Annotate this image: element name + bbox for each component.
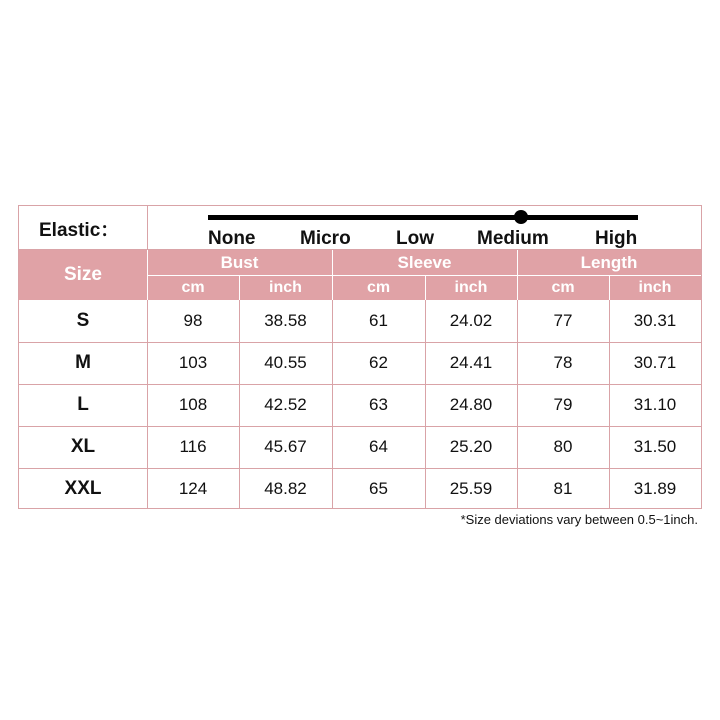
size-cell: M — [75, 352, 91, 373]
size-cell: XL — [70, 436, 96, 457]
elastic-option-high: High — [595, 228, 638, 249]
header-unit: inch — [239, 275, 332, 300]
size-cell: S — [76, 310, 90, 331]
value-cell: 40.55 — [264, 353, 307, 372]
value-cell: 38.58 — [264, 311, 307, 330]
header-unit: inch — [425, 275, 517, 300]
grid-line — [517, 300, 518, 508]
value-cell: 48.82 — [264, 479, 307, 498]
value-cell: 31.50 — [633, 437, 677, 456]
header-divider — [239, 275, 240, 300]
value-cell: 42.52 — [264, 395, 307, 414]
header-divider — [425, 275, 426, 300]
header-unit: cm — [517, 275, 609, 300]
header-bust: Bust — [147, 250, 332, 275]
size-chart — [18, 205, 702, 509]
value-cell: 45.67 — [264, 437, 307, 456]
grid-line — [609, 300, 610, 508]
grid-line — [332, 300, 333, 508]
elastic-scale — [147, 206, 702, 250]
value-cell: 103 — [178, 353, 208, 372]
size-deviation-note: *Size deviations vary between 0.5~1inch. — [460, 512, 698, 527]
value-cell: 24.02 — [449, 311, 493, 330]
elastic-scale-knob — [514, 210, 528, 224]
header-unit: inch — [609, 275, 701, 300]
grid-line — [19, 384, 701, 385]
elastic-option-medium: Medium — [477, 228, 549, 249]
header-divider — [147, 275, 701, 276]
value-cell: 31.10 — [633, 395, 677, 414]
elastic-option-none: None — [208, 228, 256, 249]
value-cell: 116 — [179, 437, 207, 456]
value-cell: 63 — [369, 395, 388, 414]
grid-line — [19, 468, 701, 469]
value-cell: 30.31 — [633, 311, 677, 330]
value-cell: 30.71 — [633, 353, 677, 372]
value-cell: 65 — [369, 479, 388, 498]
size-cell: XXL — [64, 478, 102, 499]
value-cell: 25.20 — [449, 437, 493, 456]
value-cell: 31.89 — [633, 479, 677, 498]
grid-line — [19, 249, 701, 250]
header-size: Size — [19, 250, 147, 300]
value-cell: 64 — [369, 437, 388, 456]
value-cell: 61 — [369, 311, 388, 330]
elastic-option-low: Low — [396, 228, 434, 249]
value-cell: 124 — [178, 479, 208, 498]
value-cell: 77 — [553, 311, 573, 330]
grid-line — [425, 300, 426, 508]
value-cell: 24.41 — [449, 353, 493, 372]
size-cell: L — [77, 394, 89, 415]
value-cell: 78 — [553, 353, 573, 372]
elastic-label: Elastic： — [39, 219, 120, 241]
grid-line — [147, 300, 148, 508]
value-cell: 25.59 — [449, 479, 493, 498]
elastic-option-micro: Micro — [300, 228, 351, 249]
value-cell: 81 — [553, 479, 573, 498]
value-cell: 98 — [183, 311, 203, 330]
value-cell: 62 — [369, 353, 388, 372]
grid-line — [239, 300, 240, 508]
header-sleeve: Sleeve — [332, 250, 517, 275]
value-cell: 108 — [178, 395, 208, 414]
header-unit: cm — [147, 275, 239, 300]
value-cell: 79 — [553, 395, 573, 414]
value-cell: 24.80 — [449, 395, 493, 414]
header-length: Length — [517, 250, 701, 275]
grid-line — [19, 426, 701, 427]
value-cell: 80 — [553, 437, 573, 456]
header-divider — [609, 275, 610, 300]
elastic-scale-line — [208, 215, 638, 220]
header-unit: cm — [332, 275, 425, 300]
grid-line — [19, 342, 701, 343]
